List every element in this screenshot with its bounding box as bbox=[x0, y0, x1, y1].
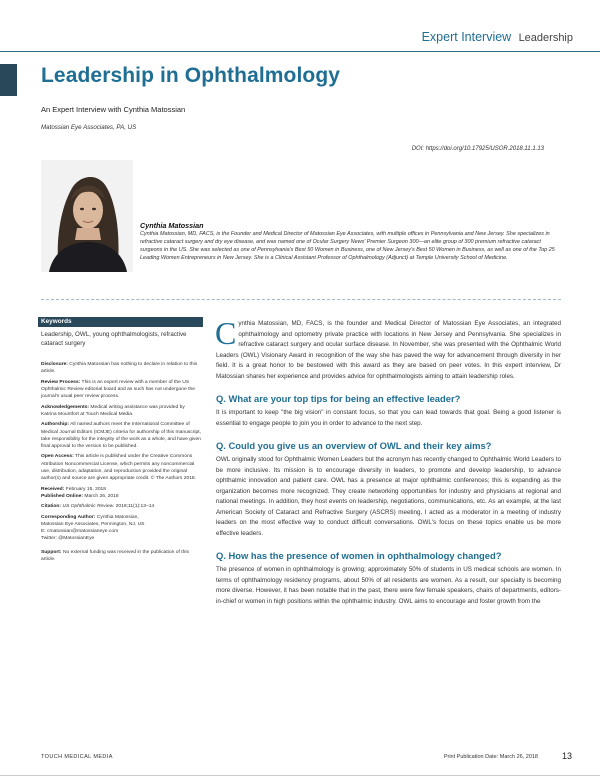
received-date: February 15, 2018 bbox=[65, 486, 107, 492]
ack-block bbox=[41, 404, 201, 418]
footer-publisher: TOUCH MEDICAL MEDIA bbox=[41, 754, 113, 760]
question-2: Q. Could you give us an overview of OWL and their key aims? bbox=[216, 440, 492, 451]
review-text: This is an expert review with a member of the US Ophthalmic Review editorial board and as such has not undergone the journal's usual peer review process. bbox=[41, 379, 195, 400]
question-3: Q. How has the presence of women in ophthalmology changed? bbox=[216, 550, 502, 561]
header-rule bbox=[0, 51, 600, 52]
article-title: Leadership in Ophthalmology bbox=[41, 64, 341, 87]
authorship-label: Authorship: bbox=[41, 422, 69, 428]
citation-label: Citation: bbox=[41, 504, 62, 510]
section-divider bbox=[41, 299, 561, 300]
published-date: March 26, 2018 bbox=[84, 493, 119, 499]
dates-block bbox=[41, 486, 201, 500]
review-block bbox=[41, 379, 201, 401]
keywords-text: Leadership, OWL, young ophthalmologists, refractive cataract surgery bbox=[41, 331, 187, 347]
answer-1: It is important to keep "the big vision" in constant focus, so that you can lead towards that goal. Being a good listener is essential to engage people to join you in order to advance to the next step. bbox=[216, 409, 561, 427]
published-label: Published Online: bbox=[41, 493, 83, 499]
disclosure-text: Cynthia Matossian has nothing to declare in relation to this article. bbox=[41, 362, 198, 375]
support-text: No external funding was received in the publication of this article. bbox=[41, 549, 189, 562]
author-photo bbox=[41, 160, 133, 272]
question-1: Q. What are your top tips for being an effective leader? bbox=[216, 393, 461, 404]
article-body bbox=[215, 315, 561, 607]
bio-name: Cynthia Matossian bbox=[140, 221, 204, 230]
authorship-block bbox=[41, 421, 201, 450]
page-number: 13 bbox=[561, 751, 572, 761]
author-portrait-icon bbox=[41, 160, 133, 272]
corr-email[interactable]: E: cmatossian@matossianeye.com bbox=[41, 529, 119, 535]
article-info-sidebar bbox=[41, 361, 201, 566]
received-label: Received: bbox=[41, 486, 65, 492]
corr-address: Matossian Eye Associates, Pennington, NJ, US bbox=[41, 521, 145, 527]
footer-print-date: Print Publication Date: March 26, 2018 bbox=[443, 754, 538, 760]
corr-twitter[interactable]: Twitter: @MatossianEye bbox=[41, 536, 95, 542]
open-access-label: Open Access: bbox=[41, 454, 74, 460]
citation-rest: 2018;11(1):13–14 bbox=[115, 504, 155, 510]
corresponding-block bbox=[41, 514, 201, 543]
support-block bbox=[41, 549, 201, 563]
bio-text: Cynthia Matossian, MD, FACS, is the Founder and Medical Director of Matossian Eye Associates, with multiple offices in Pennsylvania and New Jersey. She specializes in refractive cataract surgery and dry eye disease, and was named one of Ocular Surgery News' Premier Surgeon 300—an elite group of 300 premium refractive cataract surgeons in the US. She was selected as one of Pennsylvania's Best 50 Women in Business, one of New Jersey's Best 50 Women in Business, as well as one of the Top 25 Leading Women Entrepreneurs in New Jersey. She is a Clinical Assistant Professor of Ophthalmology (Adjunct) at Temple University School of Medicine. bbox=[140, 231, 555, 261]
ack-text: Medical writing assistance was provided by Katrina Mountfort at Touch Medical Media. bbox=[41, 404, 185, 417]
ack-label: Acknowledgements: bbox=[41, 404, 90, 410]
article-affiliation: Matossian Eye Associates, PA, US bbox=[41, 124, 137, 131]
author-bio bbox=[140, 221, 560, 263]
authorship-text: All named authors meet the International Committee of Medical Journal Editors (ICMJE) criteria for authorship of this manuscript, take responsibility for the integrity of the work as a whole, and have given final approval to the version to be published. bbox=[41, 422, 202, 449]
citation-journal: US Ophthalmic Review. bbox=[62, 504, 115, 510]
open-access-text: This article is published under the Creative Commons Attribution Noncommercial License, which permits any noncommercial use, distribution, adaptation, and reproduction provided the original author(s) and source are given appropriate credit. © The Authors 2018. bbox=[41, 454, 197, 482]
drop-cap: C bbox=[215, 315, 237, 351]
corr-name: Cynthia Matossian, bbox=[96, 514, 139, 520]
header-category: Expert Interview bbox=[421, 30, 512, 44]
disclosure-block bbox=[41, 361, 201, 375]
header-subcategory: Leadership bbox=[518, 32, 573, 44]
intro-paragraph bbox=[215, 315, 561, 382]
intro-text: ynthia Matossian, MD, FACS, is the founder and Medical Director of Matossian Eye Associates, an integrated ophthalmology and optometry private practice with locations in New Jersey and Pennsylvania. She specializes in refractive cataract surgery and ocular surface disease. In November, she was presented with the Ophthalmic World Leaders (OWL) Visionary Award in recognition of the way she has paved the way for advancement through diversity in her field. It is a great honor to be bestowed with this award as they are based on peer votes. In this expert interview, Dr Matossian shares her experience and provides advice for ophthalmologists aiming to attain leadership roles. bbox=[216, 320, 561, 380]
article-doi: DOI: https://doi.org/10.17925/USOR.2018.11.1.13 bbox=[411, 146, 544, 152]
section-tab-marker bbox=[0, 64, 17, 96]
running-header bbox=[422, 30, 573, 44]
citation-block bbox=[41, 503, 201, 510]
open-access-block bbox=[41, 453, 201, 482]
support-label: Support: bbox=[41, 549, 62, 555]
disclosure-label: Disclosure: bbox=[41, 362, 68, 367]
keywords-heading: Keywords bbox=[38, 317, 203, 327]
corr-label: Corresponding Author: bbox=[41, 514, 96, 520]
article-subtitle: An Expert Interview with Cynthia Matossian bbox=[41, 105, 186, 114]
answer-3: The presence of women in ophthalmology is growing; approximately 50% of students in US medical schools are women. In terms of ophthalmology residency programs, about 50% of all residents are women. As a result, our specialty is becoming more diverse. However, it has been notable that in the past, there were few female speakers, chairs of departments, editors-in-chief or women in high positions within the ophthalmic industry. OWL aims to encourage and foster growth from the bbox=[216, 566, 561, 605]
answer-2: OWL originally stood for Ophthalmic Women Leaders but the acronym has recently changed to Ophthalmic World Leaders to be more inclusive. Its mission is to encourage diversity in leaders, to promote and develop leadership, to advance ophthalmic innovation and patient care. OWL has a presence at major ophthalmic conferences; this is expanding as the organization becomes more recognized. They create networking opportunities for industry and physicians at regional and national meetings. In addition, they host events on leadership, negotiations, communications, etc. As an example, at the last American Society of Cataract and Refractive Surgery (ASCRS) meeting, I acted as a moderator in a meeting of industry leaders on the most effective way to conduct difficult conversations. OWL's focus on these topics enable us be more effective leaders. bbox=[216, 456, 561, 537]
review-label: Review Process: bbox=[41, 379, 81, 385]
